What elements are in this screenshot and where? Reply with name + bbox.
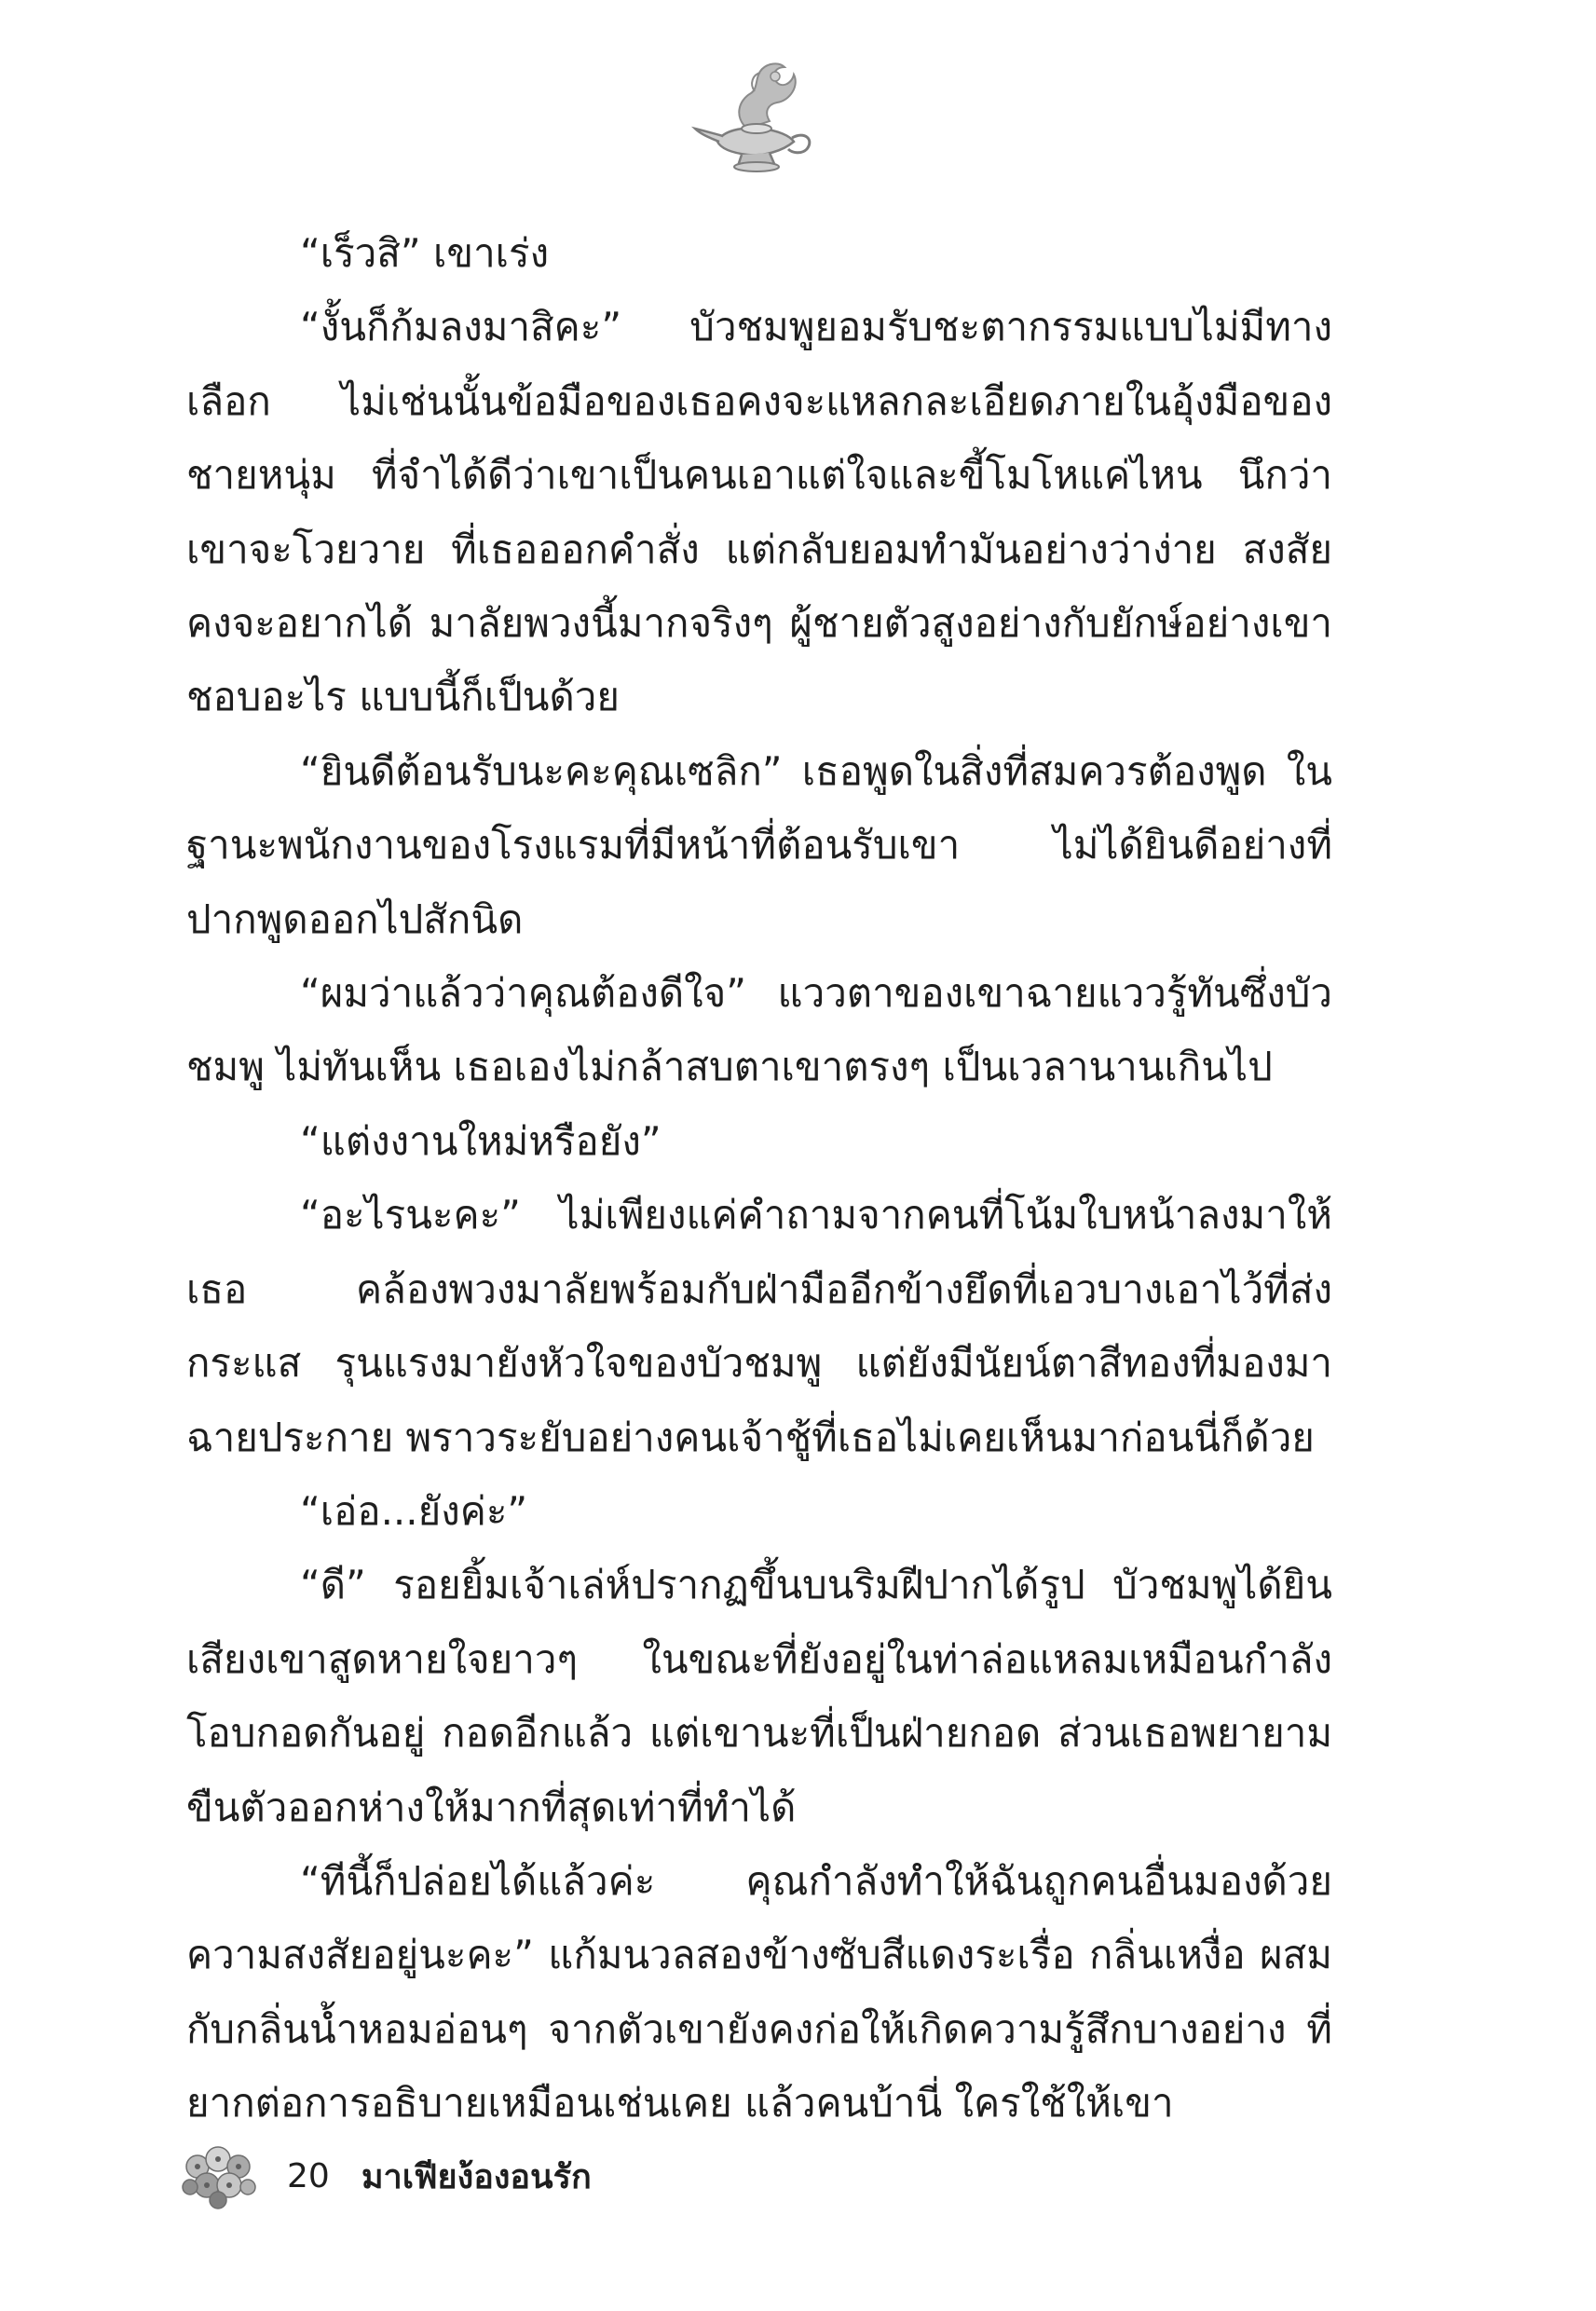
paragraph: “งั้นก็ก้มลงมาสิคะ” บัวชมพูยอมรับชะตากรรมแบบไม่มีทางเลือก ไม่เช่นนั้นข้อมือของเธอคงจะแหลกละเอียดภายในอุ้งมือของชายหนุ่ม ที่จำได้ดีว่าเขาเป็นคนเอาแต่ใจและขี้โมโหแค่ไหน นึกว่าเขาจะโวยวาย ที่เธอออกคำสั่ง แต่กลับยอมทำมันอย่างว่าง่าย สงสัยคงจะอยากได้ มาลัยพวงนี้มากจริงๆ ผู้ชายตัวสูงอย่างกับยักษ์อย่างเขาชอบอะไร แบบนี้ก็เป็นด้วย [186,304,1332,720]
book-title: มาเฟียง้องอนรัก [361,2157,592,2196]
paragraph: “ยินดีต้อนรับนะคะคุณเซลิก” เธอพูดในสิ่งที่สมควรต้องพูด ในฐานะพนักงานของโรงแรมที่มีหน้าที่ต้อนรับเขา ไม่ได้ยินดีอย่างที่ ปากพูดออกไปสักนิด [186,747,1332,942]
paragraph: “เร็วสิ” เขาเร่ง [300,230,550,276]
paragraph: “แต่งงานใหม่หรือยัง” [300,1117,662,1164]
genie-lamp-icon [689,56,820,177]
paragraph: “ดี” รอยยิ้มเจ้าเล่ห์ปรากฏขึ้นบนริมฝีปากได้รูป บัวชมพูได้ยิน เสียงเขาสูดหายใจยาวๆ ในขณะที่ยังอยู่ในท่าล่อแหลมเหมือนกำลัง โอบกอดกันอยู่ กอดอีกแล้ว แต่เขานะที่เป็นฝ่ายกอด ส่วนเธอพยายาม ขืนตัวออกห่างให้มากที่สุดเท่าที่ทำได้ [186,1562,1332,1830]
page-number: 20 [287,2156,330,2195]
paragraph: “อะไรนะคะ” ไม่เพียงแค่คำถามจากคนที่โน้มใบหน้าลงมาให้เธอ คล้องพวงมาลัยพร้อมกับฝ่ามืออีกข้างยึดที่เอวบางเอาไว้ที่ส่งกระแส รุนแรงมายังหัวใจของบัวชมพู แต่ยังมีนัยน์ตาสีทองที่มองมาฉายประกาย พราวระยับอย่างคนเจ้าชู้ที่เธอไม่เคยเห็นมาก่อนนี่ก็ด้วย [186,1192,1332,1460]
paragraph: “ผมว่าแล้วว่าคุณต้องดีใจ” แววตาของเขาฉายแววรู้ทันซึ่งบัวชมพู ไม่ทันเห็น เธอเองไม่กล้าสบตาเขาตรงๆ เป็นเวลานานเกินไป [186,970,1332,1090]
flower-bouquet-icon [177,2139,261,2213]
paragraph: “เอ่อ...ยังค่ะ” [300,1487,528,1534]
body-text [186,216,1332,2140]
paragraph: “ทีนี้ก็ปล่อยได้แล้วค่ะ คุณกำลังทำให้ฉันถูกคนอื่นมองด้วย ความสงสัยอยู่นะคะ” แก้มนวลสองข้างซับสีแดงระเรื่อ กลิ่นเหงื่อ ผสมกับกลิ่นน้ำหอมอ่อนๆ จากตัวเขายังคงก่อให้เกิดความรู้สึกบางอย่าง ที่ยากต่อการอธิบายเหมือนเช่นเคย แล้วคนบ้านี่ ใครใช้ให้เขา [186,1857,1332,2126]
page-footer [177,2134,1016,2218]
